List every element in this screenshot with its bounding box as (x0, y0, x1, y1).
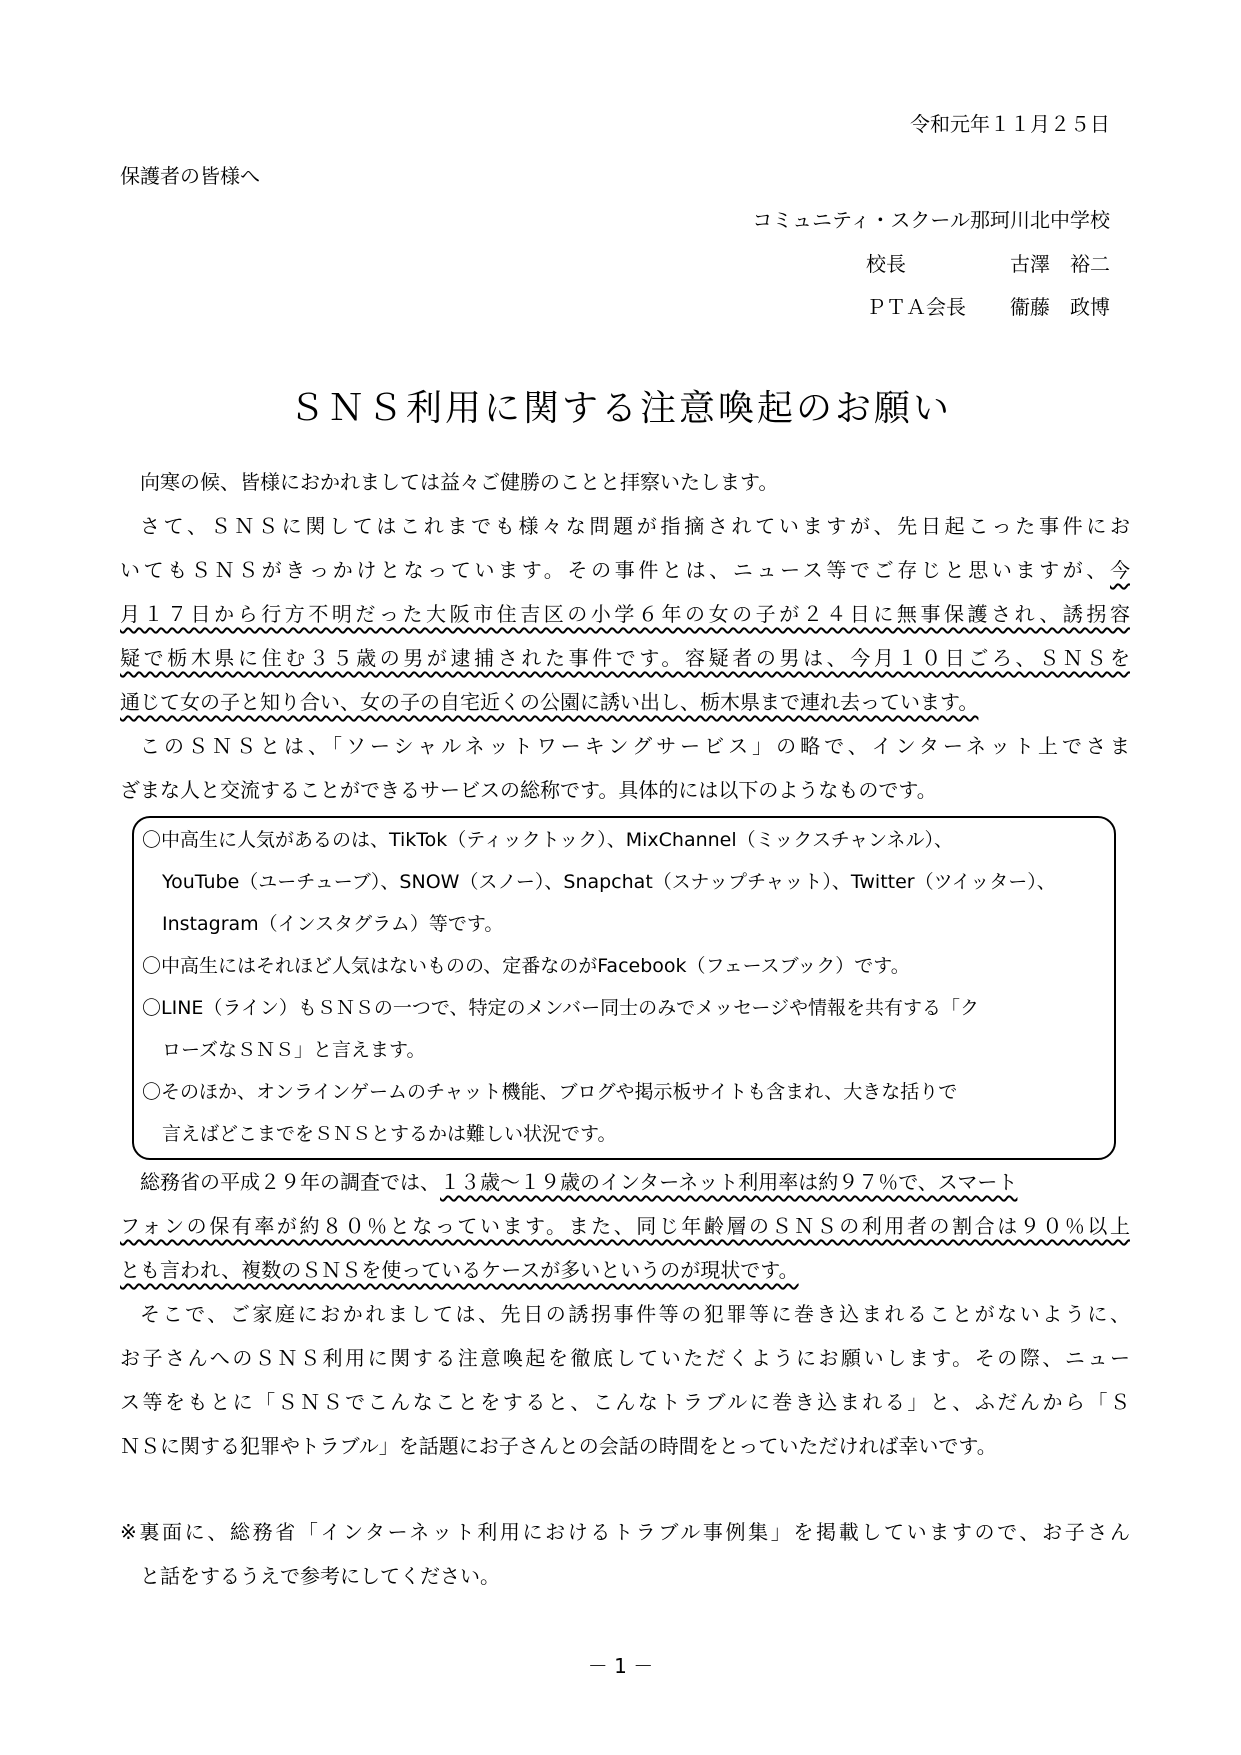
paragraph-line: いてもＳＮＳがきっかけとなっています。その事件とは、ニュース等でご存じと思いますが、今 (120, 558, 1130, 582)
box-line: 〇中高生にはそれほど人気はないものの、定番なのがFacebook（フェースブック）です。 (142, 955, 910, 977)
page-title: ＳＮＳ利用に関する注意喚起のお願い (288, 388, 952, 429)
box-line: 言えばどこまでをＳＮＳとするかは難しい状況です。 (162, 1123, 617, 1145)
recipient-line: 保護者の皆様へ (120, 164, 260, 188)
paragraph-line-wavy: 月１７日から行方不明だった大阪市住吉区の小学６年の女の子が２４日に無事保護され、誘拐容 (120, 602, 1130, 626)
note-line: と話をするうえで参考にしてください。 (140, 1564, 500, 1588)
paragraph-line: そこで、ご家庭におかれましては、先日の誘拐事件等の犯罪等に巻き込まれることがないように、 (140, 1302, 1130, 1326)
box-line: Instagram（インスタグラム）等です。 (162, 913, 504, 935)
principal-name: 古澤 裕二 (1010, 252, 1110, 276)
school-name: コミュニティ・スクール那珂川北中学校 (752, 208, 1110, 232)
document-date: 令和元年１１月２５日 (910, 112, 1110, 136)
greeting-paragraph: 向寒の候、皆様におかれましては益々ご健勝のことと拝察いたします。 (140, 470, 779, 494)
paragraph-line: さて、ＳＮＳに関してはこれまでも様々な問題が指摘されていますが、先日起こった事件にお (140, 514, 1130, 538)
page-number: － 1 － (587, 1654, 654, 1678)
paragraph-line: ＮＳに関する犯罪やトラブル」を話題にお子さんとの会話の時間をとっていただければ幸いです。 (120, 1434, 997, 1458)
paragraph-line-wavy: とも言われ、複数のＳＮＳを使っているケースが多いというのが現状です。 (120, 1258, 799, 1282)
paragraph-line: お子さんへのＳＮＳ利用に関する注意喚起を徹底していただくようにお願いします。その際、ニュー (120, 1346, 1130, 1370)
box-line: ローズなＳＮＳ」と言えます。 (162, 1039, 426, 1061)
box-line: YouTube（ユーチューブ）、SNOW（スノー）、Snapchat（スナップチャット）、Twitter（ツイッター）、 (162, 871, 1056, 893)
pta-name: 衞藤 政博 (1010, 295, 1110, 319)
note-line: ※裏面に、総務省「インターネット利用におけるトラブル事例集」を掲載していますので、お子さん (120, 1520, 1130, 1544)
paragraph-line-wavy: 疑で栃木県に住む３５歳の男が逮捕された事件です。容疑者の男は、今月１０日ごろ、ＳＮＳを (120, 646, 1130, 670)
paragraph-line-wavy: フォンの保有率が約８０％となっています。また、同じ年齢層のＳＮＳの利用者の割合は９０％以上 (120, 1214, 1130, 1238)
box-line: 〇そのほか、オンラインゲームのチャット機能、ブログや掲示板サイトも含まれ、大きな括りで (142, 1081, 958, 1103)
box-line: 〇LINE（ライン）もＳＮＳの一つで、特定のメンバー同士のみでメッセージや情報を共有する「ク (142, 997, 979, 1019)
paragraph-line: ざまな人と交流することができるサービスの総称です。具体的には以下のようなものです。 (120, 778, 937, 802)
paragraph-line: 総務省の平成２９年の調査では、１３歳～１９歳のインターネット利用率は約９７％で、スマート (140, 1170, 1018, 1194)
paragraph-line: このＳＮＳとは、「ソーシャルネットワーキングサービス」の略で、インターネット上でさま (140, 734, 1130, 758)
principal-role: 校長 (866, 252, 906, 276)
box-line: 〇中高生に人気があるのは、TikTok（ティックトック）、MixChannel（ミックスチャンネル）、 (142, 829, 954, 851)
paragraph-line-wavy: 通じて女の子と知り合い、女の子の自宅近くの公園に誘い出し、栃木県まで連れ去っています。 (120, 690, 979, 714)
paragraph-line: ス等をもとに「ＳＮＳでこんなことをすると、こんなトラブルに巻き込まれる」と、ふだんから「Ｓ (120, 1390, 1130, 1414)
pta-role: ＰＴＡ会長 (866, 295, 966, 319)
